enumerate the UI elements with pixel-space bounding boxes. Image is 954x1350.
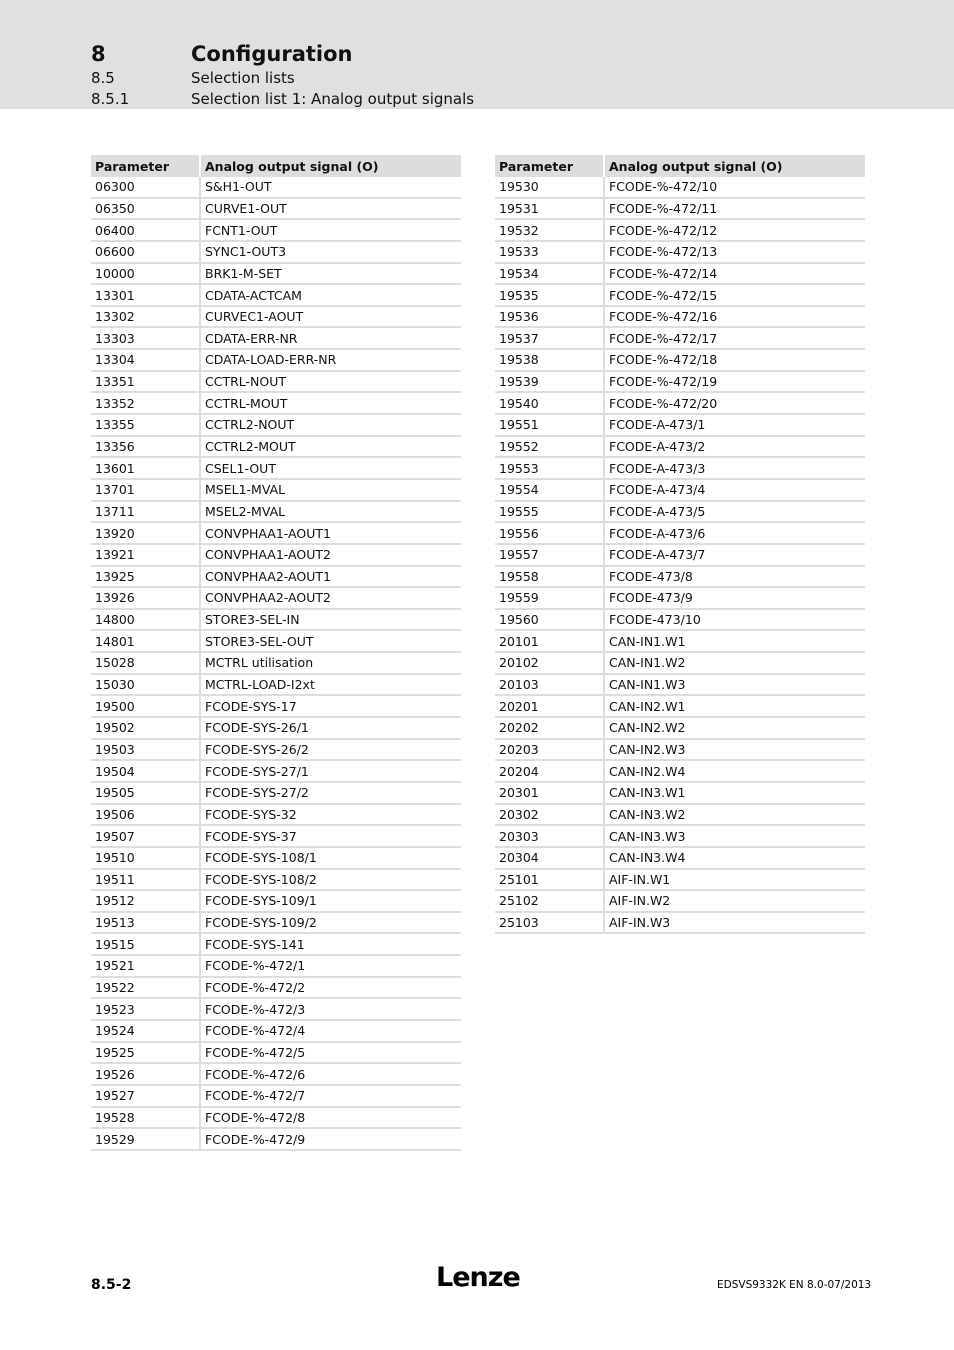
parameter-cell: 10000 <box>91 264 201 284</box>
parameter-cell: 13351 <box>91 372 201 392</box>
table-row <box>495 393 865 415</box>
table-row <box>495 740 865 762</box>
parameter-cell: 19555 <box>495 502 605 522</box>
signal-cell: CCTRL2-NOUT <box>205 417 295 433</box>
table-row <box>91 826 461 848</box>
parameter-cell: 13921 <box>91 545 201 565</box>
parameter-cell: 19525 <box>91 1043 201 1063</box>
chapter-header <box>0 0 954 109</box>
table-row <box>495 480 865 502</box>
table-row <box>91 783 461 805</box>
parameter-cell: 19559 <box>495 588 605 608</box>
parameter-cell: 19554 <box>495 480 605 500</box>
signal-cell: CCTRL2-MOUT <box>205 439 296 454</box>
signal-cell: CONVPHAA1-AOUT1 <box>205 525 331 541</box>
table-row <box>91 631 461 653</box>
parameter-cell: 19534 <box>495 264 605 284</box>
signal-cell: FCODE-%-472/2 <box>205 980 306 996</box>
table-row <box>495 848 865 870</box>
chapter-title: Configuration <box>191 42 353 66</box>
parameter-cell: 13920 <box>91 523 201 543</box>
parameter-cell: 19552 <box>495 437 605 457</box>
table-row <box>91 458 461 480</box>
parameter-cell: 13302 <box>91 307 201 327</box>
parameter-cell: 19506 <box>91 805 201 825</box>
signal-cell: FCNT1-OUT <box>205 222 278 238</box>
table-row <box>91 393 461 415</box>
signal-cell: CCTRL-NOUT <box>205 374 287 390</box>
signal-cell: MSEL2-MVAL <box>205 503 286 519</box>
table-row <box>495 458 865 480</box>
signal-cell: AIF-IN.W1 <box>609 871 671 887</box>
table-row <box>91 437 461 459</box>
signal-cell: FCODE-SYS-26/2 <box>205 741 309 757</box>
signal-cell: MCTRL utilisation <box>205 655 314 671</box>
table-row <box>91 610 461 632</box>
table-row <box>91 242 461 264</box>
subsection-number: 8.5.1 <box>91 90 130 108</box>
parameter-cell: 19553 <box>495 458 605 478</box>
parameter-cell: 19523 <box>91 999 201 1019</box>
signal-cell: CAN-IN3.W1 <box>609 785 686 801</box>
parameter-cell: 25101 <box>495 870 605 890</box>
parameter-cell: 19529 <box>91 1129 201 1149</box>
parameter-cell: 14800 <box>91 610 201 630</box>
parameter-cell: 20303 <box>495 826 605 846</box>
table-row <box>91 350 461 372</box>
table-row <box>91 891 461 913</box>
parameter-cell: 19504 <box>91 761 201 781</box>
table-row <box>91 264 461 286</box>
table-row <box>91 545 461 567</box>
parameter-cell: 19530 <box>495 177 605 197</box>
table-row <box>91 285 461 307</box>
signal-cell: FCODE-%-472/20 <box>609 395 718 411</box>
parameter-cell: 19527 <box>91 1086 201 1106</box>
parameter-cell: 14801 <box>91 631 201 651</box>
table-row <box>91 740 461 762</box>
table-row <box>91 1108 461 1130</box>
signal-cell: FCODE-A-473/6 <box>609 525 706 541</box>
table-row <box>91 805 461 827</box>
signal-cell: FCODE-SYS-26/1 <box>205 720 309 736</box>
table-row <box>91 480 461 502</box>
table-row <box>495 328 865 350</box>
document-id: EDSVS9332K EN 8.0-07/2013 <box>717 1279 872 1291</box>
parameter-cell: 19556 <box>495 523 605 543</box>
parameter-cell: 19500 <box>91 696 201 716</box>
table-row <box>91 220 461 242</box>
signal-cell: FCODE-%-472/3 <box>205 1001 306 1017</box>
parameter-cell: 15030 <box>91 675 201 695</box>
signal-cell: FCODE-SYS-32 <box>205 806 297 822</box>
signal-cell: AIF-IN.W2 <box>609 893 671 909</box>
parameter-cell: 19507 <box>91 826 201 846</box>
table-row <box>91 307 461 329</box>
table-row <box>495 653 865 675</box>
table-row <box>91 1043 461 1065</box>
parameter-cell: 19551 <box>495 415 605 435</box>
signal-cell: FCODE-A-473/7 <box>609 547 706 563</box>
parameter-cell: 06300 <box>91 177 201 197</box>
parameter-cell: 20101 <box>495 631 605 651</box>
parameter-cell: 19505 <box>91 783 201 803</box>
signal-cell: FCODE-SYS-109/2 <box>205 915 317 931</box>
signal-cell: FCODE-SYS-37 <box>205 828 297 844</box>
table-row <box>495 567 865 589</box>
header-parameter: Parameter <box>91 155 201 177</box>
section-title: Selection lists <box>191 69 295 87</box>
signal-cell: FCODE-SYS-109/1 <box>205 893 317 909</box>
table-header <box>91 155 461 177</box>
parameter-cell: 19521 <box>91 956 201 976</box>
table-row <box>91 523 461 545</box>
parameter-cell: 19540 <box>495 393 605 413</box>
signal-cell: MSEL1-MVAL <box>205 482 286 498</box>
signal-cell: BRK1-M-SET <box>205 265 282 281</box>
table-row <box>495 502 865 524</box>
parameter-cell: 19538 <box>495 350 605 370</box>
table-row <box>91 956 461 978</box>
header-signal: Analog output signal (O) <box>609 158 783 174</box>
table-row <box>495 199 865 221</box>
table-row <box>91 1086 461 1108</box>
parameter-cell: 13601 <box>91 458 201 478</box>
signal-cell: FCODE-473/10 <box>609 612 701 628</box>
table-row <box>91 761 461 783</box>
lenze-logo: Lenze <box>436 1262 520 1293</box>
table-row <box>495 372 865 394</box>
subsection-title: Selection list 1: Analog output signals <box>191 90 475 108</box>
table-row <box>91 718 461 740</box>
signal-cell: FCODE-%-472/4 <box>205 1023 306 1039</box>
table-row <box>495 242 865 264</box>
parameter-cell: 06350 <box>91 199 201 219</box>
table-row <box>495 610 865 632</box>
table-row <box>495 913 865 935</box>
table-row <box>495 588 865 610</box>
parameter-cell: 06600 <box>91 242 201 262</box>
table-row <box>91 328 461 350</box>
signal-cell: FCODE-SYS-27/2 <box>205 785 309 801</box>
parameter-cell: 13926 <box>91 588 201 608</box>
signal-cell: FCODE-%-472/9 <box>205 1131 306 1147</box>
table-row <box>495 350 865 372</box>
signal-cell: CDATA-LOAD-ERR-NR <box>205 352 337 368</box>
parameter-cell: 19539 <box>495 372 605 392</box>
table-row <box>91 177 461 199</box>
table-row <box>495 891 865 913</box>
parameter-cell: 19535 <box>495 285 605 305</box>
signal-cell: CAN-IN3.W2 <box>609 806 686 822</box>
table-row <box>91 696 461 718</box>
signal-cell: MCTRL-LOAD-I2xt <box>205 677 315 693</box>
parameter-cell: 13301 <box>91 285 201 305</box>
parameter-cell: 19558 <box>495 567 605 587</box>
parameter-cell: 19512 <box>91 891 201 911</box>
parameter-cell: 19557 <box>495 545 605 565</box>
parameter-cell: 25102 <box>495 891 605 911</box>
page-number: 8.5-2 <box>91 1277 132 1293</box>
signal-cell: FCODE-%-472/14 <box>609 265 718 281</box>
signal-cell: CONVPHAA2-AOUT2 <box>205 590 331 606</box>
signal-cell: FCODE-%-472/8 <box>205 1109 306 1125</box>
table-row <box>91 978 461 1000</box>
signal-cell: FCODE-%-472/19 <box>609 374 718 390</box>
signal-cell: FCODE-SYS-27/1 <box>205 763 309 779</box>
section-number: 8.5 <box>91 69 115 87</box>
table-row <box>495 631 865 653</box>
signal-cell: FCODE-473/9 <box>609 590 693 606</box>
table-row <box>495 826 865 848</box>
parameter-cell: 06400 <box>91 220 201 240</box>
signal-cell: CAN-IN2.W2 <box>609 720 686 736</box>
signal-cell: CAN-IN2.W4 <box>609 763 686 779</box>
parameter-cell: 19536 <box>495 307 605 327</box>
signal-cell: FCODE-A-473/4 <box>609 482 706 498</box>
table-row <box>495 415 865 437</box>
parameter-cell: 13925 <box>91 567 201 587</box>
table-row <box>91 588 461 610</box>
signal-cell: SYNC1-OUT3 <box>205 244 287 260</box>
signal-cell: CSEL1-OUT <box>205 460 276 476</box>
signal-cell: CURVEC1-AOUT <box>205 309 304 325</box>
signal-cell: FCODE-%-472/15 <box>609 287 718 303</box>
table-row <box>495 870 865 892</box>
table-row <box>91 848 461 870</box>
right-table <box>495 155 865 934</box>
signal-cell: FCODE-SYS-108/1 <box>205 850 317 866</box>
signal-cell: CONVPHAA1-AOUT2 <box>205 547 331 563</box>
table-row <box>495 761 865 783</box>
table-row <box>91 372 461 394</box>
signal-cell: CAN-IN1.W3 <box>609 677 686 693</box>
signal-cell: FCODE-SYS-108/2 <box>205 871 317 887</box>
signal-cell: S&H1-OUT <box>205 179 272 195</box>
table-row <box>91 1129 461 1151</box>
signal-cell: FCODE-SYS-141 <box>205 936 305 952</box>
signal-cell: FCODE-%-472/12 <box>609 222 718 238</box>
signal-cell: CURVE1-OUT <box>205 200 287 216</box>
table-row <box>495 783 865 805</box>
signal-cell: FCODE-%-472/18 <box>609 352 718 368</box>
parameter-cell: 20204 <box>495 761 605 781</box>
signal-cell: CAN-IN2.W3 <box>609 741 686 757</box>
signal-cell: FCODE-A-473/3 <box>609 460 706 476</box>
signal-cell: CAN-IN3.W4 <box>609 850 686 866</box>
parameter-cell: 13701 <box>91 480 201 500</box>
parameter-cell: 19531 <box>495 199 605 219</box>
table-row <box>495 177 865 199</box>
signal-cell: FCODE-A-473/1 <box>609 417 706 433</box>
signal-cell: FCODE-%-472/16 <box>609 309 718 325</box>
table-row <box>495 285 865 307</box>
parameter-cell: 13711 <box>91 502 201 522</box>
parameter-cell: 20302 <box>495 805 605 825</box>
signal-cell: CAN-IN1.W2 <box>609 655 686 671</box>
signal-cell: CDATA-ERR-NR <box>205 330 298 346</box>
parameter-cell: 13303 <box>91 328 201 348</box>
table-row <box>495 264 865 286</box>
signal-cell: CDATA-ACTCAM <box>205 287 302 303</box>
parameter-cell: 20102 <box>495 653 605 673</box>
header-signal: Analog output signal (O) <box>205 158 379 174</box>
table-row <box>91 567 461 589</box>
signal-cell: FCODE-SYS-17 <box>205 698 297 714</box>
table-row <box>495 718 865 740</box>
signal-cell: FCODE-%-472/5 <box>205 1044 306 1060</box>
table-row <box>91 415 461 437</box>
parameter-cell: 20301 <box>495 783 605 803</box>
signal-cell: FCODE-%-472/7 <box>205 1088 306 1104</box>
table-row <box>495 696 865 718</box>
signal-cell: CAN-IN2.W1 <box>609 698 686 714</box>
signal-cell: CONVPHAA2-AOUT1 <box>205 568 331 584</box>
chapter-number: 8 <box>91 42 106 66</box>
table-row <box>91 913 461 935</box>
parameter-cell: 19560 <box>495 610 605 630</box>
signal-cell: FCODE-%-472/1 <box>205 958 306 974</box>
signal-cell: FCODE-A-473/2 <box>609 439 706 454</box>
parameter-cell: 19515 <box>91 934 201 954</box>
parameter-cell: 13355 <box>91 415 201 435</box>
signal-cell: FCODE-%-472/13 <box>609 244 718 260</box>
table-row <box>495 307 865 329</box>
table-row <box>91 199 461 221</box>
parameter-cell: 19533 <box>495 242 605 262</box>
signal-cell: CAN-IN1.W1 <box>609 633 686 649</box>
parameter-cell: 20202 <box>495 718 605 738</box>
signal-cell: FCODE-A-473/5 <box>609 503 706 519</box>
signal-cell: STORE3-SEL-OUT <box>205 633 314 649</box>
parameter-cell: 15028 <box>91 653 201 673</box>
table-row <box>495 220 865 242</box>
left-table <box>91 155 461 1151</box>
table-row <box>91 934 461 956</box>
parameter-cell: 20304 <box>495 848 605 868</box>
parameter-cell: 19513 <box>91 913 201 933</box>
parameter-cell: 19510 <box>91 848 201 868</box>
parameter-cell: 19522 <box>91 978 201 998</box>
parameter-cell: 19526 <box>91 1064 201 1084</box>
parameter-cell: 19511 <box>91 870 201 890</box>
table-row <box>91 653 461 675</box>
parameter-cell: 19532 <box>495 220 605 240</box>
table-row <box>495 675 865 697</box>
signal-cell: CAN-IN3.W3 <box>609 828 686 844</box>
table-row <box>91 999 461 1021</box>
header-parameter: Parameter <box>495 155 605 177</box>
signal-cell: FCODE-%-472/6 <box>205 1066 306 1082</box>
parameter-cell: 13304 <box>91 350 201 370</box>
parameter-cell: 13356 <box>91 437 201 457</box>
parameter-cell: 19502 <box>91 718 201 738</box>
table-row <box>495 545 865 567</box>
table-row <box>91 675 461 697</box>
signal-cell: STORE3-SEL-IN <box>205 612 300 628</box>
signal-cell: FCODE-%-472/17 <box>609 330 718 346</box>
parameter-cell: 20103 <box>495 675 605 695</box>
parameter-cell: 19528 <box>91 1108 201 1128</box>
parameter-cell: 19537 <box>495 328 605 348</box>
parameter-cell: 25103 <box>495 913 605 933</box>
signal-cell: AIF-IN.W3 <box>609 915 671 931</box>
parameter-cell: 19524 <box>91 1021 201 1041</box>
table-row <box>495 437 865 459</box>
table-row <box>495 523 865 545</box>
signal-cell: FCODE-473/8 <box>609 568 693 584</box>
parameter-cell: 13352 <box>91 393 201 413</box>
signal-cell: CCTRL-MOUT <box>205 395 288 411</box>
table-row <box>91 1021 461 1043</box>
table-row <box>91 1064 461 1086</box>
parameter-cell: 20201 <box>495 696 605 716</box>
table-row <box>495 805 865 827</box>
table-row <box>91 502 461 524</box>
parameter-cell: 20203 <box>495 740 605 760</box>
signal-cell: FCODE-%-472/10 <box>609 179 718 195</box>
table-row <box>91 870 461 892</box>
table-header <box>495 155 865 177</box>
parameter-cell: 19503 <box>91 740 201 760</box>
signal-cell: FCODE-%-472/11 <box>609 200 718 216</box>
